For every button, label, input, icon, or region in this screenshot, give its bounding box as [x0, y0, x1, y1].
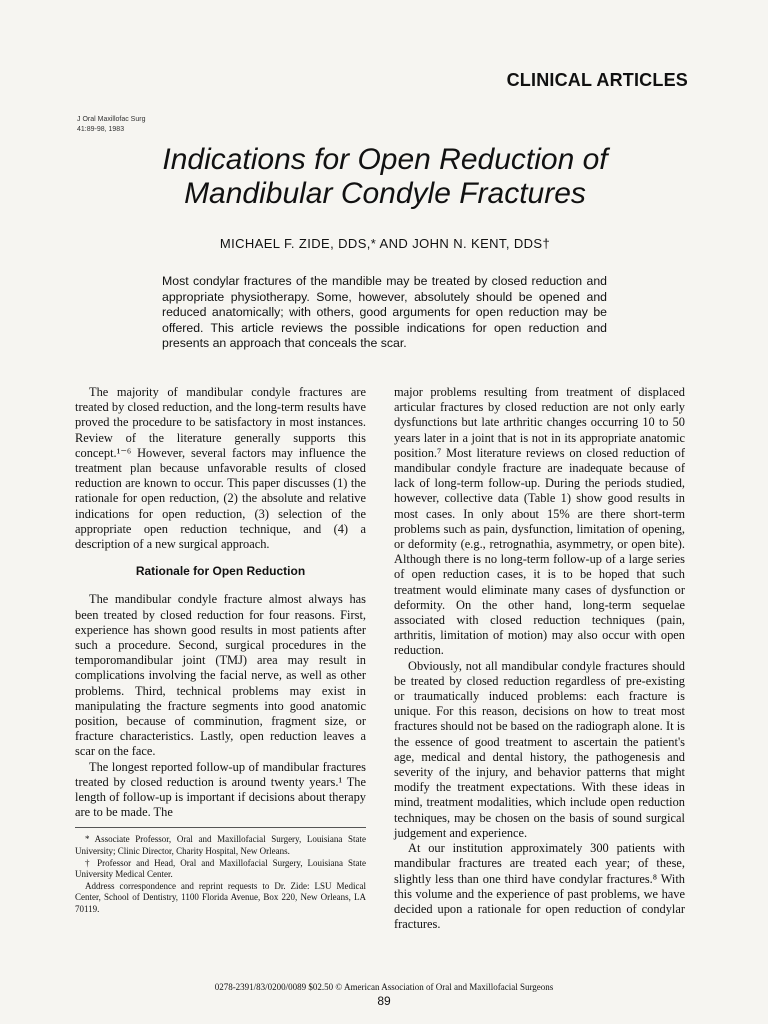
- abstract: Most condylar fractures of the mandible may be treated by closed reduction and appropriate physiotherapy. Some, however, absolutely should be opened and reduced anatomically; with others, good arguments for open reduction may be offered. This article reviews the possible indications for open reduction and presents an approach that conceals the scar.: [162, 274, 607, 351]
- body-paragraph: The longest reported follow-up of mandibular fractures treated by closed reduction is around twenty years.¹ The length of follow-up is important if decisions about therapy are to be made. The: [75, 759, 366, 820]
- body-paragraph: Obviously, not all mandibular condyle fractures should be treated by closed reduction regardless of pre-existing or traumatically induced problems: each fracture is unique. For this reason, decisions on how to treat most fractures should not be based on the radiograph alone. It is the essence of good treatment to ascertain the patient's age, medical and dental history, the pathogenesis and severity of the injury, and behavior patterns that might modify the treatment expectations. With these ideas in mind, treatment modalities, which include open reduction techniques, may be chosen on the basis of sound surgical judgement and experience.: [394, 658, 685, 840]
- journal-citation: [77, 115, 145, 135]
- volume-pages: 41:89-98, 1983: [77, 126, 125, 133]
- right-column: [394, 385, 685, 932]
- intro-paragraph: The majority of mandibular condyle fractures are treated by closed reduction, and the long-term results have proved the procedure to be satisfactory in most instances. Review of the literature generally supports this concept.¹⁻⁶ However, several factors may influence the treatment plan because unfavorable results of closed reduction are known to occur. This paper discusses (1) the rationale for open reduction, (2) the absolute and relative indications for open reduction, (3) selection of the appropriate open reduction technique, and (4) a description of a new surgical approach.: [75, 385, 366, 552]
- footnote: Address correspondence and reprint requests to Dr. Zide: LSU Medical Center, School of Dentistry, 1100 Florida Avenue, Box 220, New Orleans, LA 70119.: [75, 880, 366, 915]
- footnote: † Professor and Head, Oral and Maxillofacial Surgery, Louisiana State University Medical Center.: [75, 857, 366, 880]
- footnotes: [75, 834, 366, 915]
- body-paragraph: major problems resulting from treatment of displaced articular fractures by closed reduction are not only early dysfunctions but late arthritic changes occurring 10 to 50 years later in a joint that is not in its appropriate anatomic position.⁷ Most literature reviews on closed reduction of mandibular condyle fracture are inadequate because of lack of long-term follow-up. During the periods studied, however, collective data (Table 1) show good results in most cases. In only about 15% are there short-term problems such as pain, dysfunction, limitation of opening, or deformity (e.g., retrognathia, asymmetry, or open bite). Although there is no long-term follow-up of a large series of open reduction cases, it is to be hoped that such treatment would eliminate many cases of dysfunction or deformity. On the other hand, long-term sequelae associated with closed reduction techniques (pain, arthritis, limitation of motion) may also occur with open reduction.: [394, 385, 685, 658]
- article-title: Indications for Open Reduction of Mandibular Condyle Fractures: [162, 143, 608, 210]
- left-column: [75, 385, 366, 916]
- body-paragraph: The mandibular condyle fracture almost always has been treated by closed reduction for four reasons. First, experience has shown good results in most patients after such a procedure. Second, surgical procedures in the temporomandibular joint (TMJ) area may result in complications involving the facial nerve, as well as other problems. Third, technical problems may exist in manipulating the fracture segments into good anatomic position, because of comminution, fragment size, or fracture characteristics. Lastly, open reduction leaves a scar on the face.: [75, 592, 366, 759]
- page-number: 89: [377, 994, 391, 1008]
- author-line: MICHAEL F. ZIDE, DDS,* AND JOHN N. KENT, DDS†: [219, 236, 551, 251]
- section-label: CLINICAL ARTICLES: [506, 70, 688, 90]
- copyright-line: 0278-2391/83/0200/0089 $02.50 © American Association of Oral and Maxillofacial Surgeons: [214, 982, 554, 992]
- section-heading: Rationale for Open Reduction: [135, 564, 306, 579]
- footnote-divider: [75, 827, 366, 828]
- body-paragraph: At our institution approximately 300 patients with mandibular fractures are treated each year; of these, slightly less than one third have condylar fractures.⁸ With this volume and the experience of past problems, we have decided upon a rationale for open reduction of condylar fractures.: [394, 841, 685, 932]
- footnote: * Associate Professor, Oral and Maxillofacial Surgery, Louisiana State University; Clinic Director, Charity Hospital, New Orleans.: [75, 834, 366, 857]
- journal-name: J Oral Maxillofac Surg: [77, 116, 146, 123]
